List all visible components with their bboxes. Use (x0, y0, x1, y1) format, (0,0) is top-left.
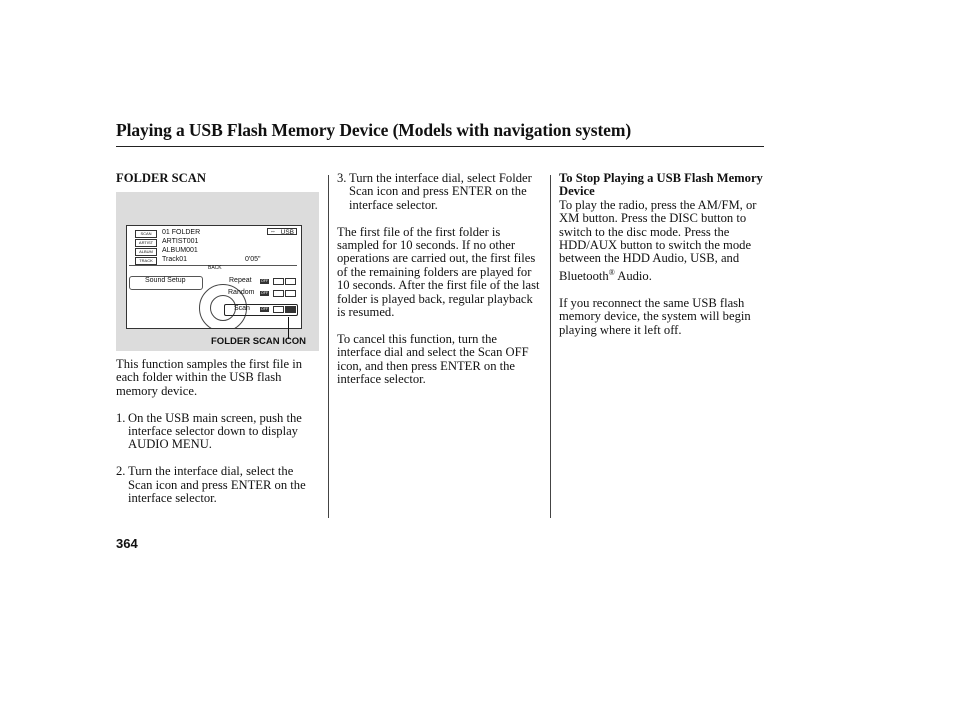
artist-tag: ARTIST (135, 239, 157, 247)
column-2 (337, 172, 543, 400)
artist-name: ARTIST001 (162, 238, 199, 245)
stop-playing-paragraph: To play the radio, press the AM/FM, or XM button. Press the DISC button to switch to the disc mode. Press the HDD/AUX button to switch the mode between the HDD Audio, USB, and Bluetooth® Audio. (559, 197, 757, 284)
section-heading-stop-playing: To Stop Playing a USB Flash Memory Device (559, 171, 763, 199)
title-rule (116, 146, 764, 147)
album-tag: ALBUM (135, 248, 157, 256)
usb-icon: ⇔ (270, 229, 276, 235)
sound-setup-label: Sound Setup (145, 277, 186, 284)
folder-scan-icon (285, 306, 296, 313)
page-title: Playing a USB Flash Memory Device (Models with navigation system) (116, 120, 632, 140)
column-3 (559, 172, 765, 350)
column-divider-1 (328, 175, 329, 518)
reconnect-paragraph: If you reconnect the same USB flash memory device, the system will begin playing where it left off. (559, 295, 751, 337)
random-folder-icon (285, 290, 296, 297)
scan-mode-icon (273, 306, 284, 313)
step-2 (116, 465, 319, 505)
scan-off-badge: OFF (261, 307, 268, 311)
folder-scan-figure (116, 192, 319, 351)
column-1 (116, 172, 319, 185)
usb-screen-illustration (126, 225, 302, 329)
figure-caption: FOLDER SCAN ICON (211, 336, 306, 347)
step-2-number: 2. (116, 464, 126, 479)
section-heading-folder-scan: FOLDER SCAN (116, 171, 206, 185)
repeat-mode-icon (273, 278, 284, 285)
intro-paragraph: This function samples the first file in each folder within the USB flash memory device. (116, 357, 303, 398)
usb-source-indicator: ⇔ USB (267, 228, 297, 235)
folder-name: 01 FOLDER (162, 229, 201, 236)
scan-label: Scan (234, 305, 250, 312)
repeat-label: Repeat (229, 277, 252, 284)
registered-mark: ® (608, 267, 615, 277)
step-3-text: Turn the interface dial, select Folder Scan icon and press ENTER on the interface selector. (349, 171, 532, 212)
repeat-folder-icon (285, 278, 296, 285)
step-3 (337, 172, 543, 212)
track-tag: TRACK (135, 257, 157, 265)
step-1 (116, 412, 319, 452)
repeat-off-badge: OFF (261, 279, 268, 283)
random-off-badge: OFF (261, 291, 268, 295)
elapsed-time: 0'05" (245, 256, 261, 263)
column-1-body (116, 358, 319, 519)
step-1-text: On the USB main screen, push the interface selector down to display AUDIO MENU. (128, 410, 302, 452)
column-divider-2 (550, 175, 551, 518)
scan-tag: SCAN (135, 230, 157, 238)
step-1-number: 1. (116, 410, 126, 425)
folder-scan-behavior-paragraph: The first file of the first folder is sampled for 10 seconds. If no other operations are carried out, the first files of the remaining folders are played for 10 seconds. After the first file of the last folder is played back, regular playback is resumed. (337, 224, 540, 320)
step-3-number: 3. (337, 171, 347, 185)
random-mode-icon (273, 290, 284, 297)
track-name: Track01 (162, 256, 188, 263)
step-2-text: Turn the interface dial, select the Scan icon and press ENTER on the interface selector. (128, 464, 306, 506)
album-name: ALBUM001 (162, 247, 198, 254)
cancel-scan-paragraph: To cancel this function, turn the interface dial and select the Scan OFF icon, and then press ENTER on the interface selector. (337, 331, 529, 387)
page-number: 364 (116, 536, 138, 551)
random-label: Random (228, 289, 255, 296)
back-label: BACK (208, 265, 222, 271)
